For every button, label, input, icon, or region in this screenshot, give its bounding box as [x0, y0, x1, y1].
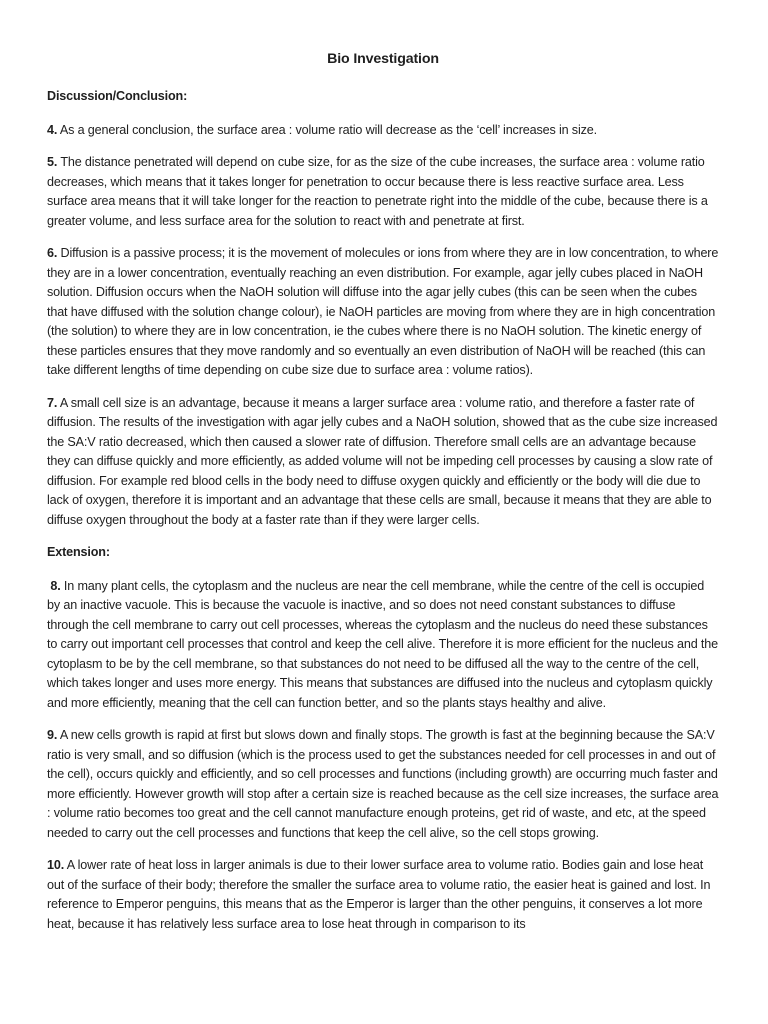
paragraph-5	[47, 153, 719, 231]
paragraph-4	[47, 121, 719, 141]
paragraph-number: 5.	[47, 155, 58, 169]
paragraph-text: As a general conclusion, the surface area : volume ratio will decrease as the ‘cell’ increases in size.	[57, 122, 597, 137]
paragraph-number: 6.	[47, 246, 58, 260]
section-heading-discussion: Discussion/Conclusion:	[47, 89, 188, 103]
paragraph-text: A small cell size is an advantage, because it means a larger surface area : volume ratio, and therefore a faster rate of diffusion. The results of the investigation with agar jelly cubes and a NaOH solution, showed that as the cube size increased the SA:V ratio decreased, which then caused a slower rate of diffusion. Therefore small cells are an advantage because they can diffuse quickly and more efficiently, as added volume will not be impeding cell processes by causing a slow rate of diffusion. For example red blood cells in the body need to diffuse oxygen quickly and efficiently or the body will die due to lack of oxygen, therefore it is important and an advantage that these cells are small, because it means that they are able to diffuse oxygen throughout the body at a faster rate than if they were larger cells.	[47, 395, 718, 527]
paragraph-text: In many plant cells, the cytoplasm and the nucleus are near the cell membrane, while the centre of the cell is occupied by an inactive vacuole. This is because the vacuole is inactive, and so does not need constant substances to diffuse through the cell membrane to carry out cell processes, whereas the cytoplasm and the nucleus do need these substances to carry out important cell processes that control and keep the cell alive. Therefore it is more efficient for the nucleus and the cytoplasm to be by the cell membrane, so that substances do not need to be diffused all the way to the centre of the cell, which takes longer and uses more energy. This means that substances are diffused into the nucleus and cytoplasm quickly and more efficiently, meaning that the cell can function better, and so the plants stays healthy and alive.	[47, 578, 718, 710]
paragraph-number: 9.	[47, 728, 58, 742]
paragraph-number: 8.	[50, 578, 61, 593]
paragraph-text: Diffusion is a passive process; it is the movement of molecules or ions from where they are in low concentration, to where they are in a lower concentration, eventually reaching an even distribution. For example, agar jelly cubes placed in NaOH solution. Diffusion occurs when the NaOH solution will diffuse into the agar jelly cubes (this can be seen when the cubes that have diffused with the solution change colour), ie NaOH particles are moving from where they are in high concentration (the solution) to where they are in low concentration, ie the cubes where there is no NaOH solution. The kinetic energy of these particles ensures that they move randomly and so eventually an even distribution of NaOH will be reached (this can take different lengths of time depending on cube size due to surface area : volume ratios).	[47, 246, 719, 377]
paragraph-number: 4.	[47, 122, 58, 137]
paragraph-6	[47, 244, 719, 381]
paragraph-7	[47, 394, 719, 531]
paragraph-9	[47, 726, 719, 843]
document-title: Bio Investigation	[327, 51, 439, 67]
paragraph-text: A new cells growth is rapid at first but slows down and finally stops. The growth is fast at the beginning because the SA:V ratio is very small, and so diffusion (which is the process used to get the substances needed for cell processes in and out of the cell), occurs quickly and efficiently, and so cell processes and functions (including growth) are occurring much faster and more efficiently. However growth will stop after a certain size is reached because as the cell size increases, the surface area : volume ratio becomes too great and the cell cannot manufacture enough proteins, get rid of waste, and etc, at the speed needed to carry out the cell processes and functions that keep the cell alive, so the cell stops growing.	[47, 728, 719, 840]
paragraph-10	[47, 856, 719, 934]
paragraph-8	[47, 577, 719, 714]
paragraph-number: 7.	[47, 395, 58, 410]
paragraph-text: A lower rate of heat loss in larger animals is due to their lower surface area to volume ratio. Bodies gain and lose heat out of the surface of their body; therefore the smaller the surface area to volume ratio, the easier heat is gained and lost. In reference to Emperor penguins, this means that as the Emperor is larger than the other penguins, it conserves a lot more heat, because it has relatively less surface area to lose heat through in comparison to its	[47, 858, 711, 931]
paragraph-text: The distance penetrated will depend on cube size, for as the size of the cube increases, the surface area : volume ratio decreases, which means that it takes longer for penetration to occur because there is less reactive surface area. Less surface area means that it will take longer for the reaction to penetrate right into the middle of the cube, because there is a greater volume, and less surface area for the solution to react with and penetrate at first.	[47, 155, 708, 228]
section-heading-extension: Extension:	[47, 545, 110, 559]
paragraph-number: 10.	[47, 858, 65, 872]
